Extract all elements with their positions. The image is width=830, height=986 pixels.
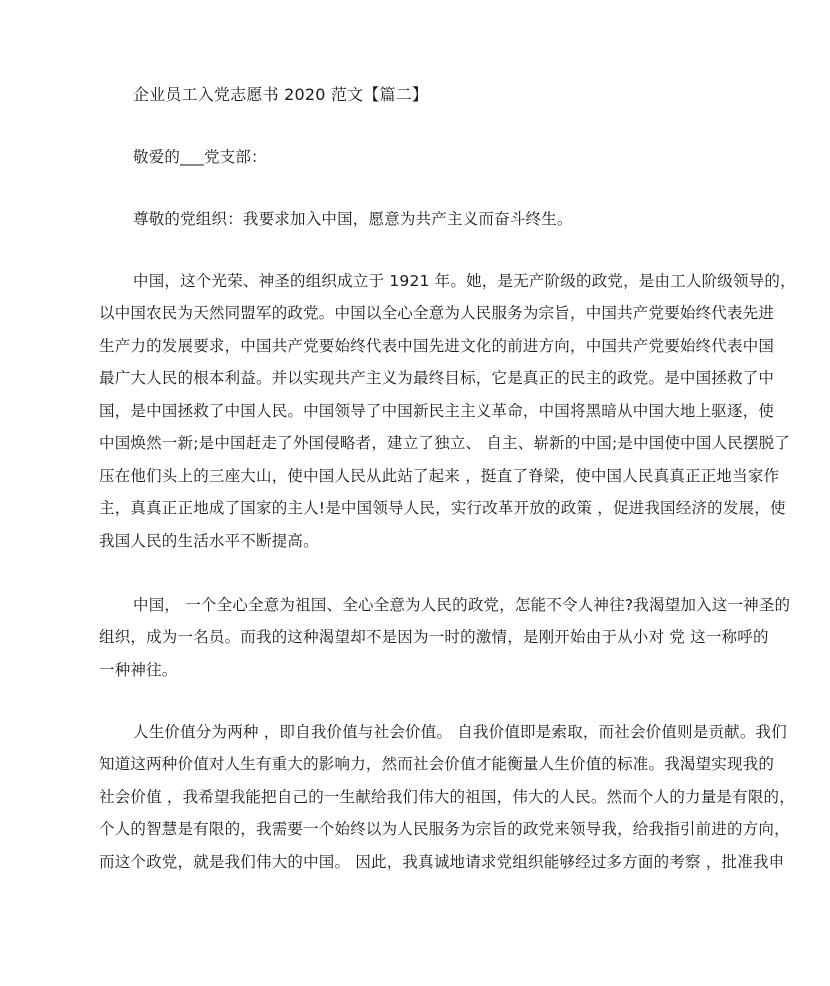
paragraph-1-line-8: 主，真真正正地成了国家的主人!是中国领导人民，实行改革开放的政策 ，促进我国经济的发展，使 [99,499,786,517]
paragraph-2-line-3: 一种神往。 [99,661,178,679]
paragraph-3-line-3: 社会价值 ，我希望我能把自己的一生献给我们伟大的祖国，伟大的人民。然而个人的力量是有限的， [99,788,795,806]
paragraph-1-line-1: 中国，这个光荣、神圣的组织成立于 1921 年。她，是无产阶级的政党，是由工人阶级领导的， [133,272,796,290]
paragraph-3-line-5: 而这个政党，就是我们伟大的中国。 因此，我真诚地请求党组织能够经过多方面的考察 ，批准我申 [99,853,785,871]
paragraph-1-line-3: 生产力的发展要求，中国共产党要始终代表中国先进文化的前进方向，中国共产党要始终代表中国 [99,337,775,355]
paragraph-1-line-5: 国，是中国拯救了中国人民。中国领导了中国新民主主义革命，中国将黑暗从中国大地上驱逐，使 [99,402,775,420]
paragraph-1-line-4: 最广大人民的根本利益。并以实现共产主义为最终目标，它是真正的民主的政党。是中国拯救了中 [99,369,775,387]
paragraph-1-line-7: 压在他们头上的三座大山，使中国人民从此站了起来 ，挺直了脊梁，使中国人民真真正正地当家作 [99,467,780,485]
paragraph-2-line-2: 组织，成为一名员。而我的这种渴望却不是因为一时的激情，是刚开始由于从小对 党 这一称呼的 [99,628,769,646]
document-title: 企业员工入党志愿书 2020 范文【篇二】 [133,85,429,104]
salutation: 敬爱的___党支部： [133,148,267,166]
paragraph-3-line-4: 个人的智慧是有限的，我需要一个始终以为人民服务为宗旨的政党来领导我，给我指引前进的方向， [99,820,790,838]
paragraph-2-line-1: 中国， 一个全心全意为祖国、全心全意为人民的政党，怎能不令人神往?我渴望加入这一神圣的 [133,596,791,614]
paragraph-3-line-1: 人生价值分为两种 ，即自我价值与社会价值。 自我价值即是索取，而社会价值则是贡献。我们 [133,723,787,741]
paragraph-1-line-6: 中国焕然一新;是中国赶走了外国侵略者，建立了独立、 自主、崭新的中国;是中国使中国人民摆脱了 [99,434,791,452]
paragraph-1-line-9: 我国人民的生活水平不断提高。 [99,532,319,550]
opening-line: 尊敬的党组织：我要求加入中国，愿意为共产主义而奋斗终生。 [133,210,573,228]
paragraph-3-line-2: 知道这两种价值对人生有重大的影响力，然而社会价值才能衡量人生价值的标准。我渴望实现我的 [99,755,775,773]
paragraph-1-line-2: 以中国农民为天然同盟军的政党。中国以全心全意为人民服务为宗旨，中国共产党要始终代表先进 [99,304,775,322]
